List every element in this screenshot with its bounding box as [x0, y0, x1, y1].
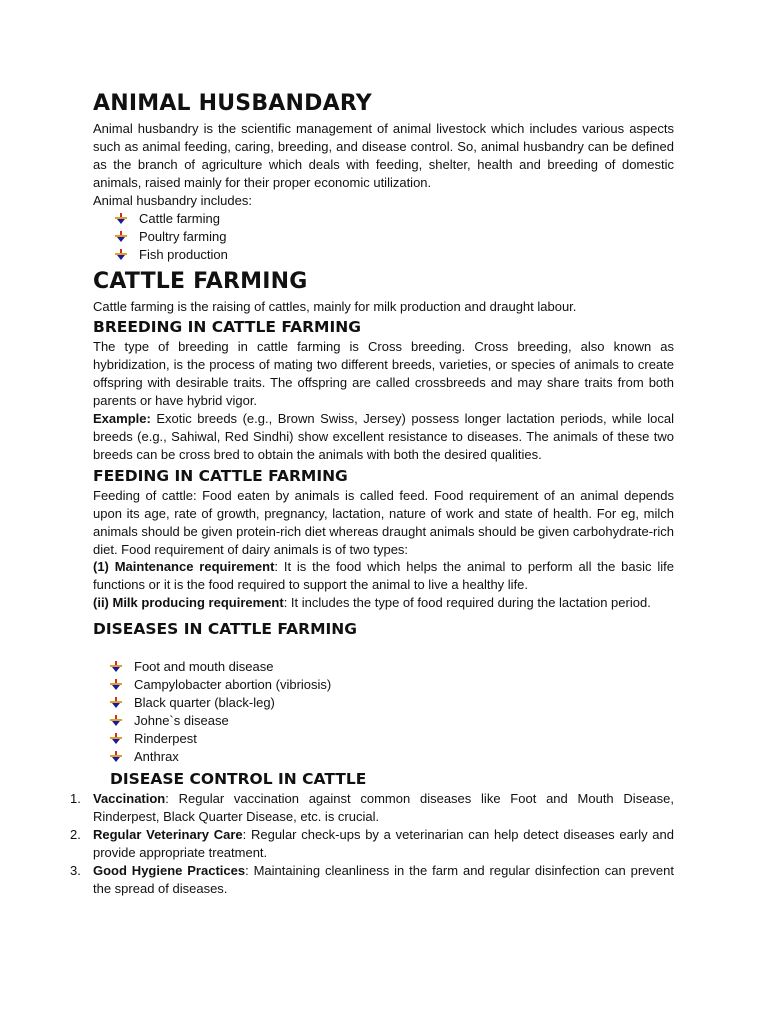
heading-breeding: BREEDING IN CATTLE FARMING	[93, 318, 361, 337]
arrow-down-bullet-icon	[115, 249, 127, 261]
diseases-list	[93, 658, 674, 766]
husbandry-list	[93, 210, 674, 264]
example-label: Example:	[93, 411, 151, 427]
heading-feeding: FEEDING IN CATTLE FARMING	[93, 466, 348, 485]
list-item: 3. Good Hygiene Practices: Maintaining cleanliness in the farm and regular disinfection can prevent the spread of diseases.	[70, 862, 674, 896]
list-item: Black quarter (black-leg)	[110, 694, 674, 712]
arrow-down-bullet-icon	[110, 715, 122, 727]
cattle-intro: Cattle farming is the raising of cattles, mainly for milk production and draught labour.	[93, 298, 577, 314]
disease-control-list	[70, 790, 674, 897]
arrow-down-bullet-icon	[110, 733, 122, 745]
husbandry-intro: Animal husbandry is the scientific management of animal livestock which includes various aspects such as animal feeding, caring, breeding, and disease control. So, animal husbandry can be defined as the branch of agriculture which deals with feeding, shelter, health and breeding of domestic animals, raised mainly for their proper economic utilization.	[93, 121, 674, 190]
list-item: Poultry farming	[115, 228, 674, 246]
milk-requirement: (ii) Milk producing requirement: It includes the type of food required during the lactation period.	[93, 595, 651, 611]
heading-diseases: DISEASES IN CATTLE FARMING	[93, 620, 357, 639]
list-item: Johne`s disease	[110, 712, 674, 730]
heading-disease-control: DISEASE CONTROL IN CATTLE	[110, 770, 367, 789]
arrow-down-bullet-icon	[115, 213, 127, 225]
list-item: Campylobacter abortion (vibriosis)	[110, 676, 674, 694]
title-cattle-farming: CATTLE FARMING	[93, 268, 308, 294]
title-animal-husbandry: ANIMAL HUSBANDARY	[93, 91, 372, 116]
list-item: 2. Regular Veterinary Care: Regular check-ups by a veterinarian can help detect diseases early and provide appropriate treatment.	[70, 826, 674, 860]
document-content	[70, 88, 674, 898]
list-item: 1. Vaccination: Regular vaccination against common diseases like Foot and Mouth Disease, Rinderpest, Black Quarter Disease, etc. is crucial.	[70, 791, 674, 825]
maintenance-requirement: (1) Maintenance requirement: It is the food which helps the animal to perform all the basic life functions or it is the food required to support the animal to live a healthy life.	[93, 559, 674, 593]
list-item: Fish production	[115, 246, 674, 264]
list-item: Anthrax	[110, 748, 674, 766]
list-item: Foot and mouth disease	[110, 658, 674, 676]
list-item: Cattle farming	[115, 210, 674, 228]
breeding-example: Example: Exotic breeds (e.g., Brown Swiss, Jersey) possess longer lactation periods, while local breeds (e.g., Sahiwal, Red Sindhi) show excellent resistance to diseases. The animals of these two breeds can be cross bred to obtain the animals with both the desired qualities.	[93, 411, 674, 462]
breeding-text: The type of breeding in cattle farming is Cross breeding. Cross breeding, also known as hybridization, is the process of mating two different breeds, varieties, or species of animals to create offspring with desirable traits. The offspring are called crossbreeds and may share traits from both parents or have hybrid vigor.	[93, 339, 674, 409]
husbandry-includes-label: Animal husbandry includes:	[93, 192, 252, 208]
arrow-down-bullet-icon	[110, 679, 122, 691]
arrow-down-bullet-icon	[115, 231, 127, 243]
arrow-down-bullet-icon	[110, 661, 122, 673]
arrow-down-bullet-icon	[110, 697, 122, 709]
list-item: Rinderpest	[110, 730, 674, 748]
arrow-down-bullet-icon	[110, 751, 122, 763]
feeding-text: Feeding of cattle: Food eaten by animals is called feed. Food requirement of an animal depends upon its age, rate of growth, pregnancy, lactation, nature of work and state of health. For eg, milch animals should be given protein-rich diet whereas draught animals should be given carbohydrate-rich diet. Food requirement of dairy animals is of two types:	[93, 487, 674, 557]
